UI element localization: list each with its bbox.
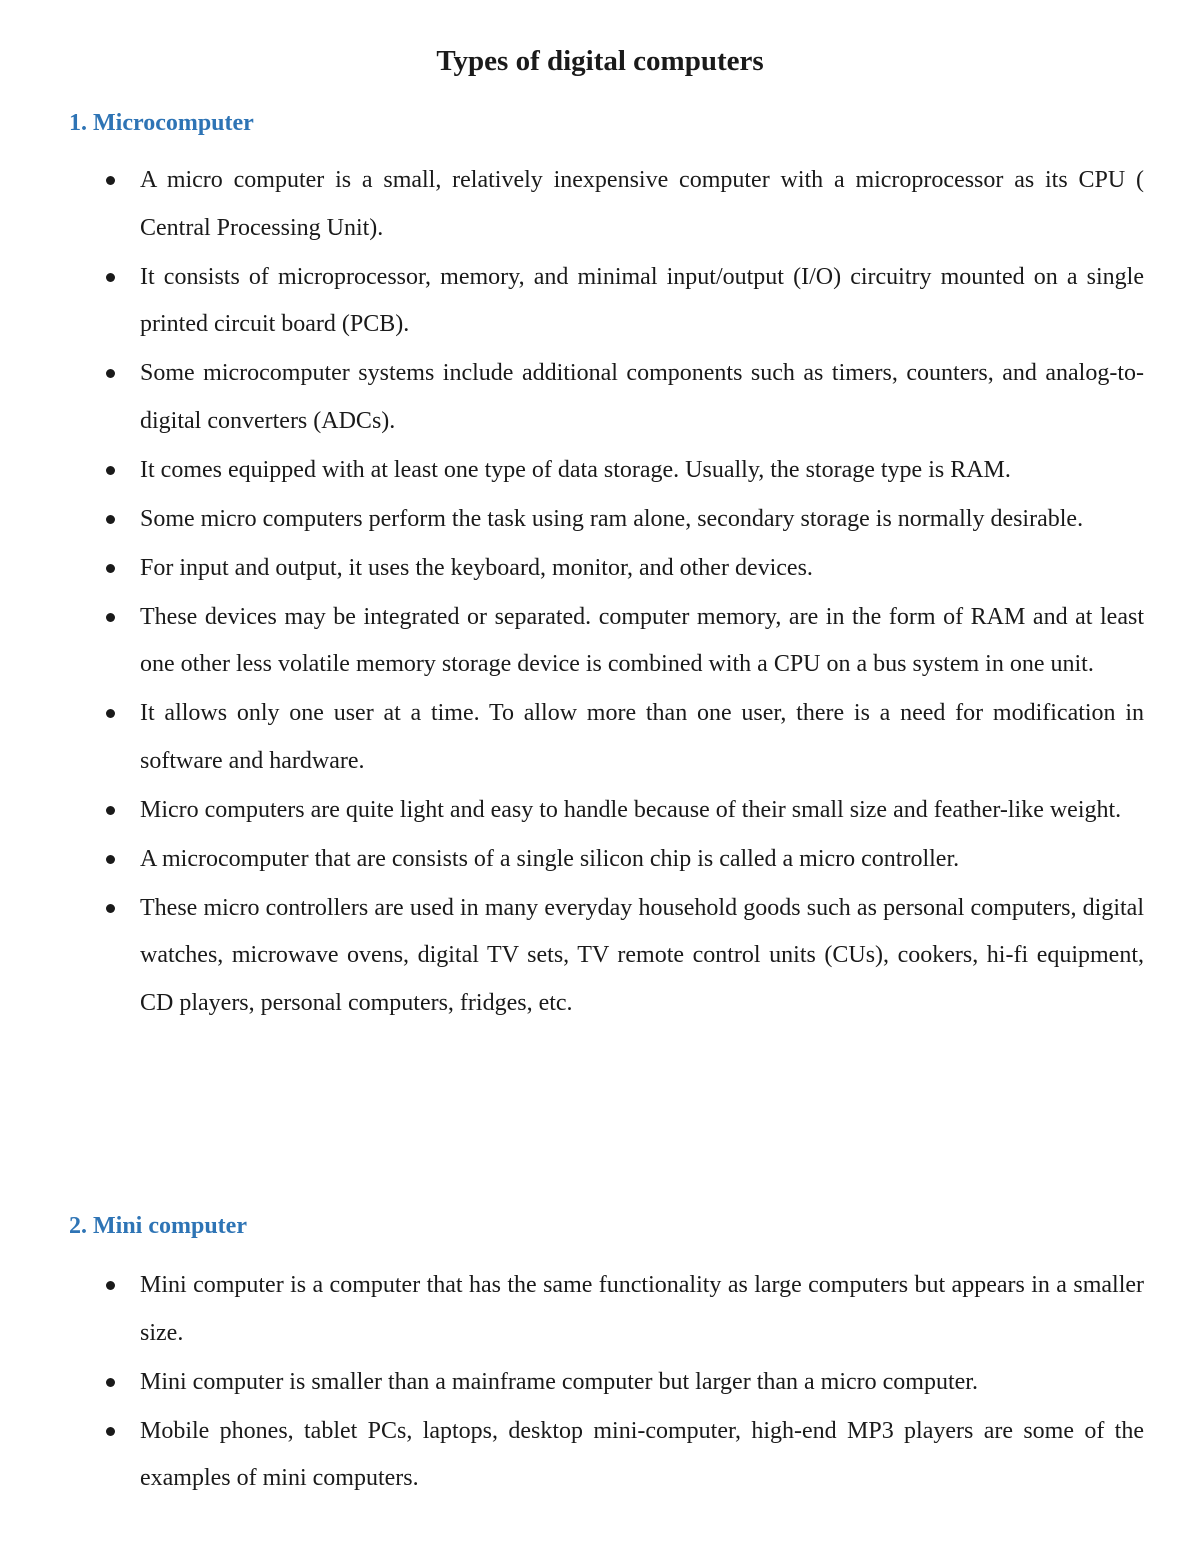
list-item [0,496,1200,544]
bullet-icon [106,273,115,282]
list-item-text: Some micro computers perform the task using ram alone, secondary storage is normally desirable. [140,505,1084,532]
list-item-text: For input and output, it uses the keyboard, monitor, and other devices. [140,554,813,581]
bullet-icon [106,806,115,815]
list-item-text: Mini computer is smaller than a mainframe computer but larger than a micro computer. [140,1368,978,1395]
list-item [0,787,1200,835]
list-item [0,545,1200,593]
section-heading-mini-computer: 2. Mini computer [69,1213,247,1239]
list-item-text: Mini computer is a computer that has the same functionality as large computers but appears in a smaller size. [140,1272,1144,1346]
list-item [0,447,1200,495]
section-heading-microcomputer: 1. Microcomputer [69,110,254,136]
page-title: Types of digital computers [436,45,764,77]
bullet-icon [106,176,115,185]
list-item [0,1408,1200,1503]
bullet-icon [106,709,115,718]
bullet-icon [106,855,115,864]
list-item-text: It comes equipped with at least one type of data storage. Usually, the storage type is RAM. [140,456,1011,483]
bullet-icon [106,369,115,378]
list-item [0,885,1200,1028]
list-item [0,594,1200,689]
microcomputer-bullet-list [0,157,1200,1029]
list-item [0,157,1200,252]
bullet-icon [106,1378,115,1387]
bullet-icon [106,515,115,524]
list-item-text: These devices may be integrated or separated. computer memory, are in the form of RAM and at least one other less volatile memory storage device is combined with a CPU on a bus system in one unit. [140,603,1144,677]
list-item-text: These micro controllers are used in many everyday household goods such as personal computers, digital watches, microwave ovens, digital TV sets, TV remote control units (CUs), cookers, hi-fi equipment, CD players, personal computers, fridges, etc. [140,894,1144,1016]
list-item-text: It consists of microprocessor, memory, and minimal input/output (I/O) circuitry mounted on a single printed circuit board (PCB). [140,263,1144,337]
list-item-text: Mobile phones, tablet PCs, laptops, desktop mini-computer, high-end MP3 players are some of the examples of mini computers. [140,1417,1144,1491]
bullet-icon [106,904,115,913]
list-item-text: Some microcomputer systems include additional components such as timers, counters, and analog-to-digital converters (ADCs). [140,360,1144,434]
list-item [0,690,1200,785]
list-item [0,350,1200,445]
bullet-icon [106,1281,115,1290]
list-item [0,254,1200,349]
list-item-text: A micro computer is a small, relatively inexpensive computer with a microprocessor as its CPU ( Central Processing Unit). [140,167,1144,241]
bullet-icon [106,613,115,622]
list-item-text: It allows only one user at a time. To allow more than one user, there is a need for modification in software and hardware. [140,700,1144,774]
list-item [0,1359,1200,1407]
bullet-icon [106,1427,115,1436]
list-item-text: A microcomputer that are consists of a single silicon chip is called a micro controller. [140,845,960,872]
list-item [0,1262,1200,1357]
mini-computer-bullet-list [0,1262,1200,1504]
bullet-icon [106,466,115,475]
list-item [0,836,1200,884]
bullet-icon [106,564,115,573]
list-item-text: Micro computers are quite light and easy to handle because of their small size and feather-like weight. [140,796,1122,823]
